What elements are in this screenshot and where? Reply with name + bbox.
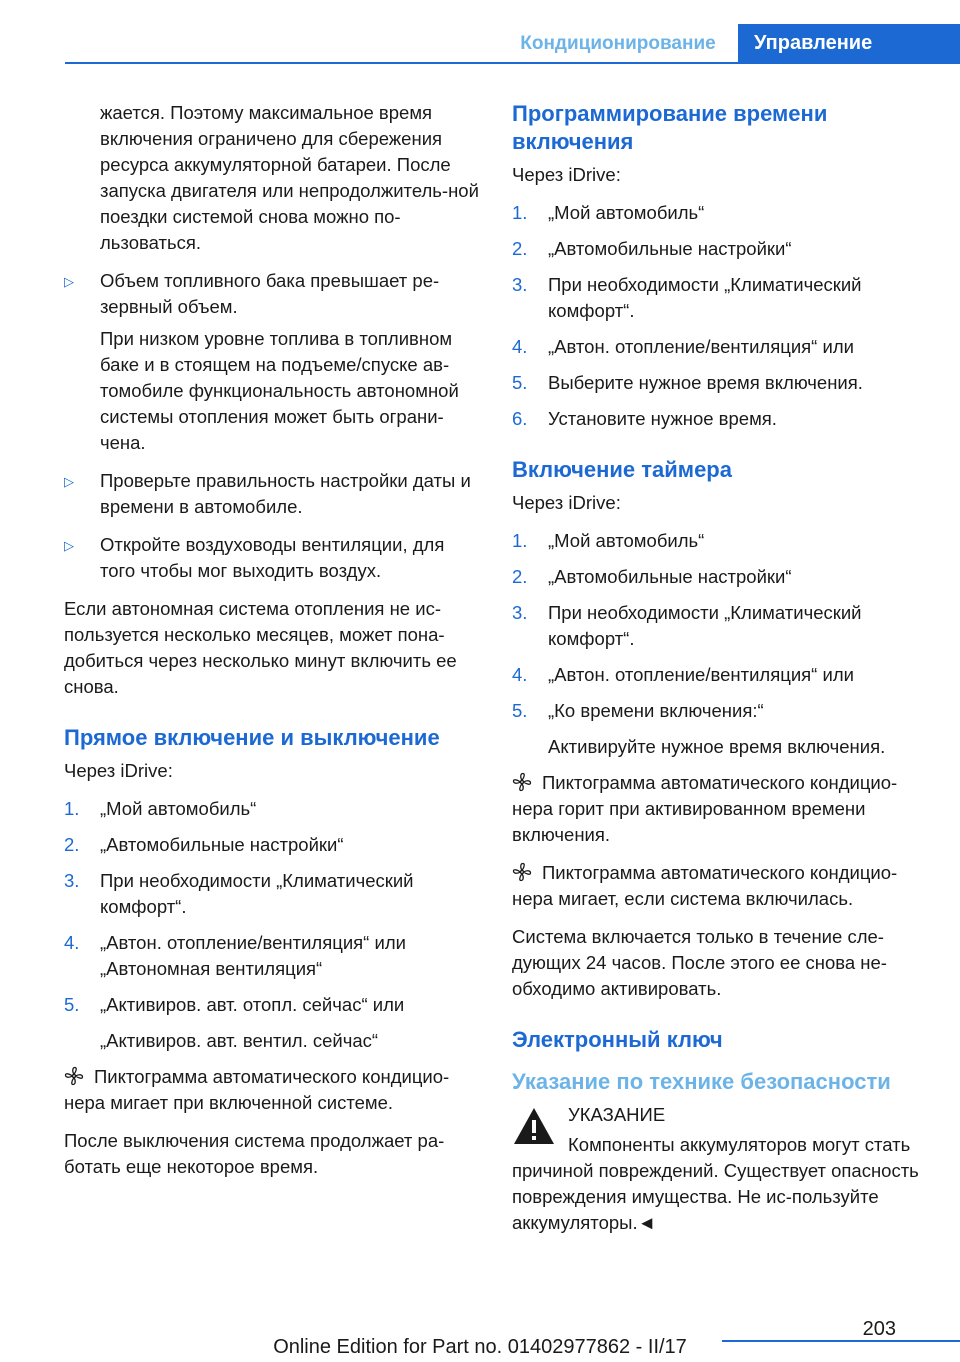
step-text: „Мой автомобиль“ — [548, 202, 705, 223]
bullet-triangle-icon: ▷ — [64, 538, 74, 553]
step-text: При необходимости „Климатический комфорт“. — [100, 870, 414, 917]
list-item — [512, 662, 924, 688]
step-number: 2. — [64, 834, 80, 855]
icon-note — [512, 770, 924, 848]
list-item — [512, 272, 924, 324]
step-text: „Мой автомобиль“ — [100, 798, 257, 819]
list-item — [64, 832, 482, 858]
paragraph: жается. Поэтому максимальное время включения ограничено для сбережения ресурса аккумуляторной батареи. После запуска двигателя или непродолжитель-ной поездки системой снова можно по-льзоваться. — [100, 102, 479, 253]
list-item — [512, 200, 924, 226]
section-heading: Программирование времени включения — [512, 101, 828, 154]
left-column — [64, 100, 482, 1192]
step-number: 3. — [64, 870, 80, 891]
list-item — [64, 868, 482, 920]
bullet-text: Проверьте правильность настройки даты и времени в автомобиле. — [100, 470, 471, 517]
page-header — [0, 0, 960, 64]
paragraph: Если автономная система отопления не ис-пользуется несколько месяцев, может пона-добиться через несколько минут включить ее снова. — [64, 598, 457, 697]
step-number: 3. — [512, 602, 528, 623]
list-item — [512, 334, 924, 360]
step-text: Установите нужное время. — [548, 408, 777, 429]
bullet-item — [64, 468, 482, 520]
via-idrive: Через iDrive: — [512, 164, 621, 185]
step-number: 5. — [512, 372, 528, 393]
icon-note-text: Пиктограмма автоматического кондицио-нера мигает при включенной системе. — [64, 1066, 450, 1113]
steps-list — [512, 528, 924, 760]
fan-icon — [64, 1066, 84, 1086]
page-number: 203 — [862, 1318, 896, 1340]
section-heading: Прямое включение и выключение — [64, 725, 440, 750]
step-number: 3. — [512, 274, 528, 295]
bullet-item — [64, 268, 482, 456]
list-item — [512, 406, 924, 432]
bullet-text: Объем топливного бака превышает ре-зервный объем. — [100, 270, 440, 317]
step-number: 4. — [512, 336, 528, 357]
section-heading: Включение таймера — [512, 457, 732, 482]
step-text: „Автон. отопление/вентиляция“ или — [548, 664, 854, 685]
step-continuation: Активируйте нужное время включения. — [548, 736, 886, 757]
fan-icon — [512, 862, 532, 882]
step-number: 1. — [64, 798, 80, 819]
list-item — [512, 600, 924, 652]
warning-title: УКАЗАНИЕ — [568, 1104, 666, 1125]
step-number: 1. — [512, 530, 528, 551]
steps-list — [64, 796, 482, 1054]
step-number: 5. — [64, 994, 80, 1015]
warning-text: Компоненты аккумуляторов могут стать причиной повреждений. Существует опасность повреждения имущества. Не ис-пользуйте аккумуляторы.◄ — [512, 1134, 919, 1233]
warning-box — [512, 1102, 924, 1236]
step-number: 4. — [512, 664, 528, 685]
list-item — [64, 796, 482, 822]
bullet-item — [64, 532, 482, 584]
icon-note — [512, 860, 924, 912]
step-number: 1. — [512, 202, 528, 223]
step-text: „Автомобильные настройки“ — [100, 834, 344, 855]
step-number: 2. — [512, 238, 528, 259]
step-number: 4. — [64, 932, 80, 953]
edition-note: Online Edition for Part no. 01402977862 - II/17 — [273, 1336, 687, 1358]
step-text: „Автомобильные настройки“ — [548, 566, 792, 587]
list-item — [512, 236, 924, 262]
list-item — [64, 930, 482, 982]
step-number: 2. — [512, 566, 528, 587]
icon-note — [64, 1064, 482, 1116]
header-rule — [65, 62, 960, 64]
via-idrive: Через iDrive: — [64, 760, 173, 781]
paragraph: Система включается только в течение сле-дующих 24 часов. После этого ее снова не-обходимо активировать. — [512, 926, 887, 999]
step-continuation: „Активиров. авт. вентил. сейчас“ — [100, 1030, 379, 1051]
fan-icon — [512, 772, 532, 792]
step-text: При необходимости „Климатический комфорт“. — [548, 602, 862, 649]
step-text: „Автон. отопление/вентиляция“ или — [548, 336, 854, 357]
step-number: 6. — [512, 408, 528, 429]
step-text: „Автомобильные настройки“ — [548, 238, 792, 259]
list-item — [512, 370, 924, 396]
subsection-heading: Указание по технике безопасности — [512, 1069, 891, 1094]
step-text: „Ко времени включения:“ — [548, 700, 764, 721]
bullet-triangle-icon: ▷ — [64, 274, 74, 289]
chapter-tab: Управление — [738, 24, 960, 62]
section-heading: Электронный ключ — [512, 1027, 723, 1052]
step-text: „Активиров. авт. отопл. сейчас“ или — [100, 994, 405, 1015]
bullet-triangle-icon: ▷ — [64, 474, 74, 489]
list-item — [512, 698, 924, 760]
warning-icon — [512, 1106, 556, 1146]
step-number: 5. — [512, 700, 528, 721]
step-text: „Автон. отопление/вентиляция“ или „Автономная вентиляция“ — [100, 932, 406, 979]
step-text: „Мой автомобиль“ — [548, 530, 705, 551]
steps-list — [512, 200, 924, 432]
paragraph: После выключения система продолжает ра-ботать еще некоторое время. — [64, 1130, 445, 1177]
step-text: При необходимости „Климатический комфорт“. — [548, 274, 862, 321]
bullet-subtext: При низком уровне топлива в топливном баке и в стоящем на подъеме/спуске ав-томобиле функциональность автономной системы отопления может быть ограни-чена. — [100, 328, 459, 453]
right-column — [512, 100, 924, 1236]
bullet-text: Откройте воздуховоды вентиляции, для того чтобы мог выходить воздух. — [100, 534, 445, 581]
via-idrive: Через iDrive: — [512, 492, 621, 513]
icon-note-text: Пиктограмма автоматического кондицио-нера горит при активированном времени включения. — [512, 772, 898, 845]
list-item — [512, 528, 924, 554]
section-tab: Кондиционирование — [520, 33, 716, 54]
icon-note-text: Пиктограмма автоматического кондицио-нера мигает, если система включилась. — [512, 862, 898, 909]
list-item — [64, 992, 482, 1054]
step-text: Выберите нужное время включения. — [548, 372, 863, 393]
list-item — [512, 564, 924, 590]
